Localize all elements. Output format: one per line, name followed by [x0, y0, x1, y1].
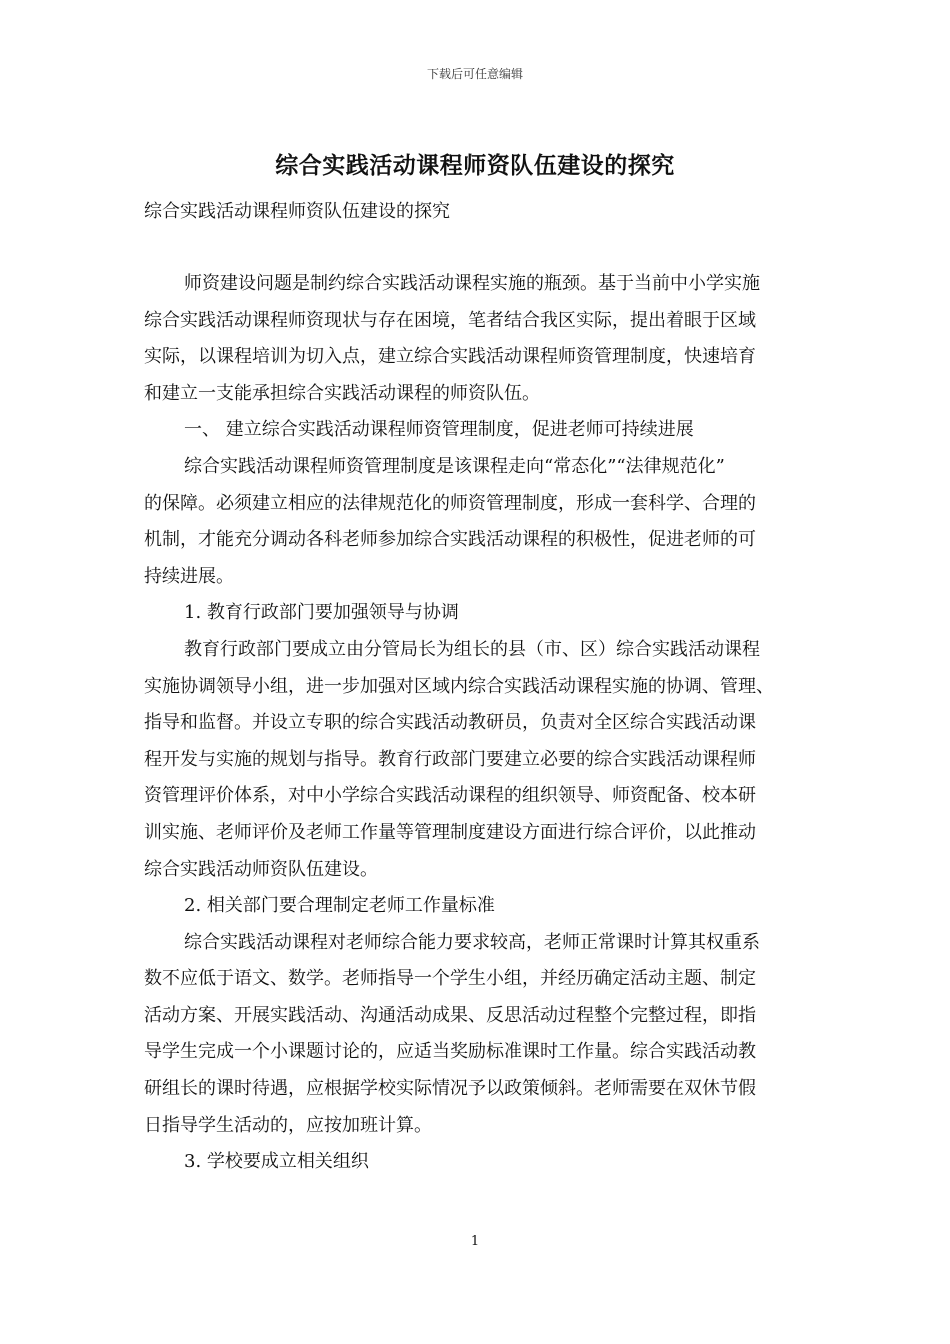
text-line: 2. 相关部门要合理制定老师工作量标准: [184, 895, 495, 917]
text-line: 综合实践活动课程师资管理制度是该课程走向“常态化”“法律规范化”: [184, 455, 725, 477]
text-line: 一、 建立综合实践活动课程师资管理制度，促进老师可持续进展: [184, 419, 694, 441]
text-line: 训实施、老师评价及老师工作量等管理制度建设方面进行综合评价，以此推动: [144, 821, 756, 843]
text-line: 数不应低于语文、数学。老师指导一个学生小组，并经历确定活动主题、制定: [144, 968, 756, 990]
page-number: 1: [470, 1234, 480, 1249]
document-body: [144, 266, 808, 1181]
text-line: 机制，才能充分调动各科老师参加综合实践活动课程的积极性，促进老师的可: [144, 529, 756, 551]
text-line: 1. 教育行政部门要加强领导与协调: [184, 602, 459, 624]
text-line: 持续进展。: [144, 565, 234, 587]
header-note: 下载后可任意编辑: [426, 67, 523, 81]
text-line: 实际，以课程培训为切入点，建立综合实践活动课程师资管理制度，快速培育: [144, 346, 756, 368]
text-line: 指导和监督。并设立专职的综合实践活动教研员，负责对全区综合实践活动课: [144, 712, 756, 734]
document-title: 综合实践活动课程师资队伍建设的探究: [275, 152, 675, 179]
text-line: 程开发与实施的规划与指导。教育行政部门要建立必要的综合实践活动课程师: [144, 748, 756, 770]
text-line: 师资建设问题是制约综合实践活动课程实施的瓶颈。基于当前中小学实施: [184, 273, 760, 294]
text-line: 综合实践活动课程师资现状与存在困境，笔者结合我区实际，提出着眼于区域: [144, 309, 756, 331]
text-line: 的保障。必须建立相应的法律规范化的师资管理制度，形成一套科学、合理的: [144, 492, 756, 514]
text-line: 研组长的课时待遇，应根据学校实际情况予以政策倾斜。老师需要在双休节假: [144, 1078, 756, 1100]
text-line: 综合实践活动师资队伍建设。: [144, 858, 378, 880]
text-line: 活动方案、开展实践活动、沟通活动成果、反思活动过程整个完整过程，即指: [144, 1004, 756, 1026]
text-line: 导学生完成一个小课题讨论的，应适当奖励标准课时工作量。综合实践活动教: [144, 1041, 756, 1063]
document-subtitle: 综合实践活动课程师资队伍建设的探究: [144, 201, 450, 222]
text-line: 实施协调领导小组，进一步加强对区域内综合实践活动课程实施的协调、管理、: [144, 675, 774, 697]
text-line: 综合实践活动课程对老师综合能力要求较高，老师正常课时计算其权重系: [184, 931, 760, 953]
text-line: 3. 学校要成立相关组织: [184, 1151, 369, 1173]
text-line: 教育行政部门要成立由分管局长为组长的县（市、区）综合实践活动课程: [184, 638, 760, 660]
text-line: 和建立一支能承担综合实践活动课程的师资队伍。: [144, 382, 540, 404]
text-line: 日指导学生活动的，应按加班计算。: [144, 1114, 432, 1136]
text-line: 资管理评价体系，对中小学综合实践活动课程的组织领导、师资配备、校本研: [144, 785, 756, 807]
